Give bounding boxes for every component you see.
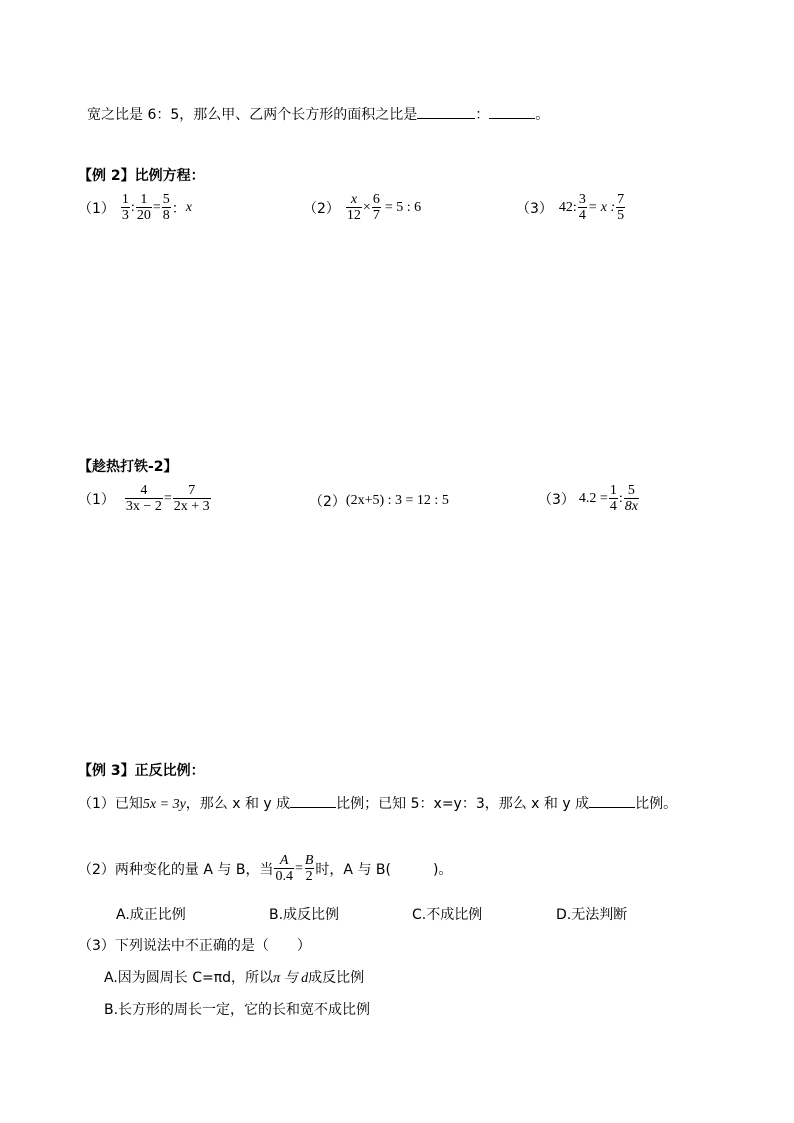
item-label: （2） [309, 494, 346, 510]
fraction: $\frac{7}{5}$ [617, 192, 625, 223]
q2-option-a[interactable]: A.成正比例 [116, 907, 186, 923]
example3-question-1: （1）已知5x = 3y，那么 x 和 y 成 比例；已知 5：x=y：3，那么 x 和 y 成 比例。 [78, 793, 677, 813]
practice2-item-2: （2） (2x+5) : 3 = 12 : 5 [309, 493, 449, 510]
fraction: $\frac{x}{12}$ [346, 192, 361, 223]
fraction: $\frac{6}{7}$ [372, 192, 380, 223]
example2-item-3: （3） 42: $\frac{3}{4}$ = x : $\frac{7}{5}$ [516, 192, 625, 223]
fraction: $\frac{5}{8}$ [162, 192, 170, 223]
fraction: $\frac{5}{8x}$ [624, 483, 638, 514]
fraction: $\frac{1}{20}$ [136, 192, 151, 223]
example2-item-1: （1） $\frac{1}{3}$ : $\frac{1}{20}$ = $\frac{5}{8}$ ： x [78, 192, 192, 223]
intro-line [87, 104, 549, 124]
example2-item-2: （2） $\frac{x}{12}$ × $\frac{6}{7}$ = 5 : 6 [303, 192, 422, 223]
fraction: $\frac{A}{0.4}$ [275, 853, 293, 884]
answer-blank-4[interactable] [589, 793, 635, 808]
example3-question-3: （3）下列说法中不正确的是（ ） [78, 938, 311, 954]
fraction: $\frac{1}{3}$ [121, 192, 129, 223]
intro-text: 宽之比是 6：5，那么甲、乙两个长方形的面积之比是 [87, 107, 418, 123]
practice2-item-1: （1） $\frac{4}{3x - 2}$ = $\frac{7}{2x + 3}$ [78, 483, 210, 514]
item-label: （3） [516, 200, 553, 217]
item-label: （1） [78, 200, 115, 217]
answer-blank-1[interactable] [417, 104, 475, 119]
answer-blank-2[interactable] [489, 104, 535, 119]
practice2-heading: 【趁热打铁-2】 [78, 459, 178, 475]
item-label: （1） [78, 491, 115, 508]
fraction: $\frac{B}{2}$ [304, 853, 314, 884]
fraction: $\frac{4}{3x - 2}$ [125, 483, 162, 514]
example3-question-2: （2）两种变化的量 A 与 B，当 $\frac{A}{0.4}$ = $\frac{B}{2}$ 时，A 与 B( )。 [78, 853, 453, 884]
intro-end: 。 [535, 107, 550, 123]
practice2-item-3: （3） 4.2 = $\frac{1}{4}$ : $\frac{5}{8x}$ [538, 483, 638, 514]
intro-colon: ： [475, 107, 490, 123]
item-label: （3） [538, 491, 575, 508]
fraction: $\frac{1}{4}$ [609, 483, 617, 514]
example2-heading: 【例 2】比例方程： [78, 168, 205, 184]
example3-heading: 【例 3】正反比例： [78, 763, 205, 779]
q2-option-c[interactable]: C.不成比例 [412, 907, 483, 923]
fraction: $\frac{3}{4}$ [578, 192, 586, 223]
fraction: $\frac{7}{2x + 3}$ [173, 483, 210, 514]
q2-option-d[interactable]: D.无法判断 [556, 907, 628, 923]
q2-option-b[interactable]: B.成反比例 [269, 907, 340, 923]
item-label: （2） [303, 200, 340, 217]
answer-blank-3[interactable] [290, 793, 336, 808]
q3-option-b[interactable]: B.长方形的周长一定，它的长和宽不成比例 [104, 1002, 371, 1018]
q3-option-a[interactable]: A.因为圆周长 C=πd，所以π 与 d成反比例 [104, 970, 365, 986]
